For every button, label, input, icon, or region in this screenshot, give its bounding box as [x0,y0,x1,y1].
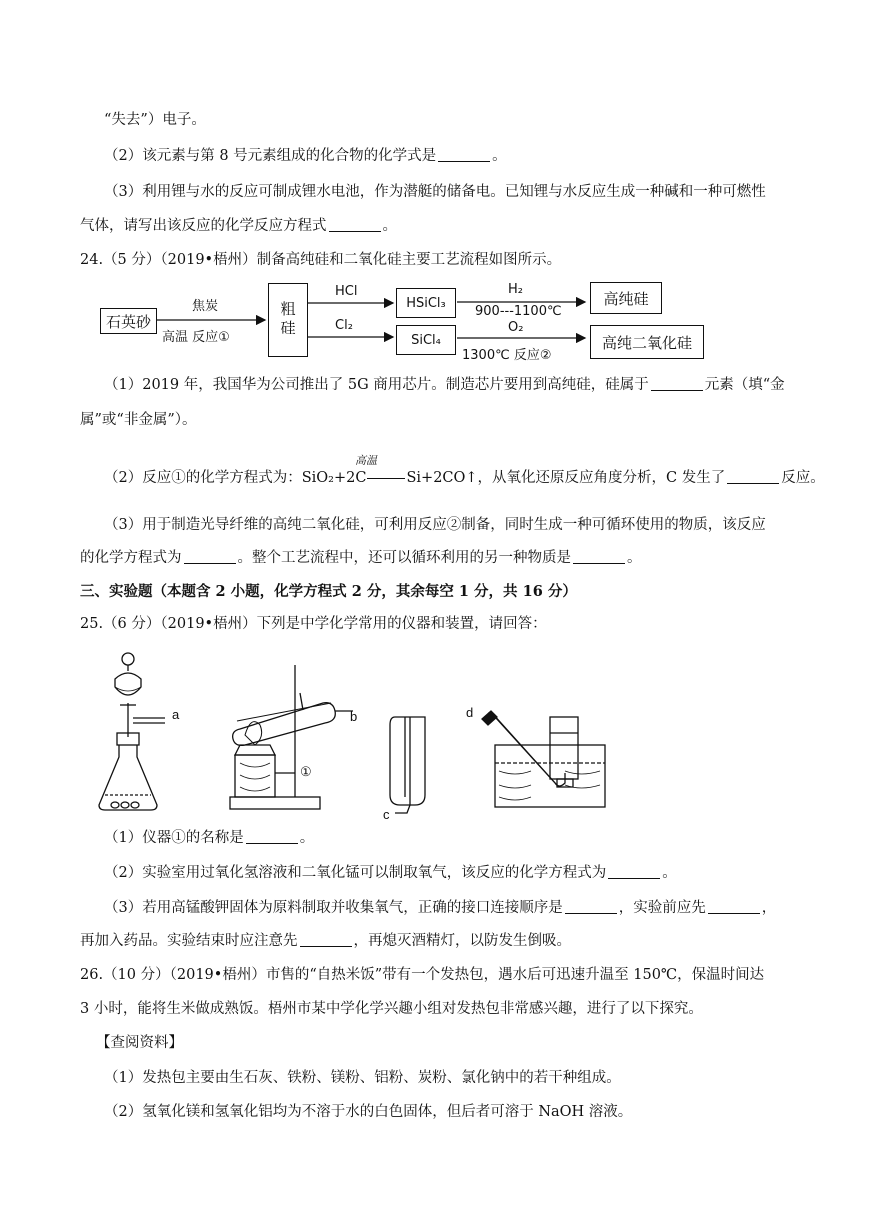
flow-label-o2: O₂ [508,320,524,335]
answer-blank[interactable] [573,549,625,564]
flow-box-hsicl3: HSiCl₃ [396,288,456,318]
reaction-condition: 高温 [355,454,377,467]
answer-blank[interactable] [708,899,760,914]
flow-box-sicl4: SiCl₄ [396,325,456,355]
answer-blank[interactable] [565,899,617,914]
text-line: （1）发热包主要由生石灰、铁粉、镁粉、铝粉、炭粉、氯化钠中的若干种组成。 [104,1070,621,1086]
text-line: 气体，请写出该反应的化学反应方程式 。 [80,218,397,234]
text-line: （2）该元素与第 8 号元素组成的化合物的化学式是 。 [104,148,507,164]
flow-label-coke: 焦炭 [192,299,219,314]
flow-label-h2: H₂ [508,282,523,297]
apparatus-label-a: a [172,707,180,722]
section-label-reference: 【查阅资料】 [96,1035,183,1051]
answer-blank[interactable] [329,217,381,232]
reaction-arrow [367,468,405,479]
flow-label-temp1: 900---1100℃ [475,304,562,319]
text-line: （2）反应①的化学方程式为：SiO₂+2C Si+2CO↑，从氧化还原反应角度分析，C 发生了 反应。 [104,470,825,486]
flow-label-temp2: 1300℃ 反应② [462,348,552,363]
question-24-heading: 24.（5 分）（2019•梧州）制备高纯硅和二氧化硅主要工艺流程如图所示。 [80,252,562,268]
answer-blank[interactable] [184,549,236,564]
text-line: 再加入药品。实验结束时应注意先 ，再熄灭酒精灯，以防发生倒吸。 [80,933,571,949]
flow-box-quartz-sand: 石英砂 [100,308,157,334]
text-line: （1）2019 年，我国华为公司推出了 5G 商用芯片。制造芯片要用到高纯硅，硅属于 元素（填“金 [104,377,785,393]
answer-blank[interactable] [727,469,779,484]
apparatus-figure [95,645,695,820]
flow-label-high-temp-reaction1: 高温 反应① [162,330,230,345]
text-line: （3）若用高锰酸钾固体为原料制取并收集氧气，正确的接口连接顺序是 ，实验前应先 ， [104,900,777,916]
text-line: 的化学方程式为 。整个工艺流程中，还可以循环利用的另一种物质是 。 [80,550,642,566]
answer-blank[interactable] [246,829,298,844]
text-line: 属”或“非金属”）。 [80,412,197,428]
apparatus-drawing [95,645,695,820]
text-line: （2）氢氧化镁和氢氧化铝均为不溶于水的白色固体，但后者可溶于 NaOH 溶液。 [104,1104,633,1120]
question-26-heading: 26.（10 分）（2019•梧州）市售的“自热米饭”带有一个发热包，遇水后可迅速升温至 150℃，保温时间达 [80,967,765,983]
process-flow-diagram [100,280,720,370]
text-line: （3）用于制造光导纤维的高纯二氧化硅，可利用反应②制备，同时生成一种可循环使用的物质，该反应 [104,517,766,533]
text-line: 3 小时，能将生米做成熟饭。梧州市某中学化学兴趣小组对发热包非常感兴趣，进行了以下探究。 [80,1001,703,1017]
flow-label-hcl: HCl [335,284,358,299]
flow-box-pure-silicon: 高纯硅 [590,282,662,314]
text-line: “失去”）电子。 [104,112,206,128]
answer-blank[interactable] [300,932,352,947]
apparatus-label-b: b [350,709,358,724]
flow-box-pure-silica: 高纯二氧化硅 [590,325,704,359]
apparatus-label-d: d [466,705,474,720]
question-25-heading: 25.（6 分）（2019•梧州）下列是中学化学常用的仪器和装置，请回答： [80,616,547,632]
flow-box-crude-silicon: 粗硅 [268,283,308,357]
answer-blank[interactable] [651,376,703,391]
answer-blank[interactable] [608,864,660,879]
text-line: （1）仪器①的名称是 。 [104,830,315,846]
section-3-heading: 三、实验题（本题含 2 小题，化学方程式 2 分，其余每空 1 分，共 16 分） [80,583,577,600]
text-line: （2）实验室用过氧化氢溶液和二氧化锰可以制取氧气，该反应的化学方程式为 。 [104,865,677,881]
text-line: （3）利用锂与水的反应可制成锂水电池，作为潜艇的储备电。已知锂与水反应生成一种碱和一种可燃性 [104,184,766,200]
answer-blank[interactable] [438,147,490,162]
flow-label-cl2: Cl₂ [335,318,353,333]
apparatus-label-circle1: ① [300,764,312,779]
apparatus-label-c: c [383,807,390,822]
